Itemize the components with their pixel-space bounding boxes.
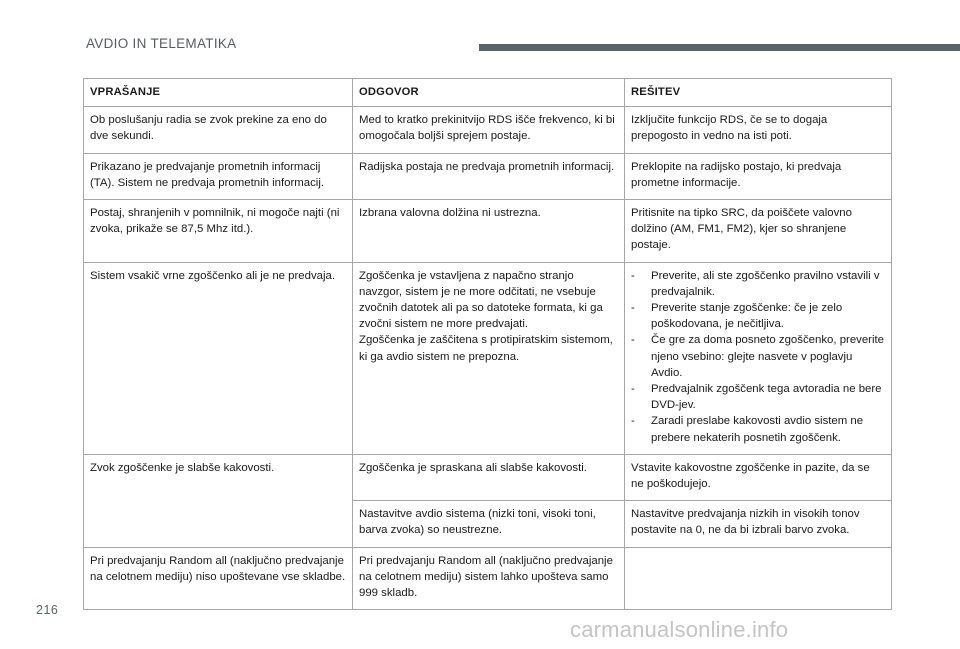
table-row [84, 153, 892, 199]
table-header-row [84, 79, 892, 107]
table-row [84, 262, 892, 454]
answer-cell: Izbrana valovna dolžina ni ustrezna. [353, 200, 625, 263]
table-row [84, 200, 892, 263]
troubleshooting-table [83, 78, 892, 610]
answer-cell: Med to kratko prekinitvijo RDS išče frekvenco, ki bi omogočala boljši sprejem postaje. [353, 107, 625, 153]
solution-cell [625, 262, 892, 454]
answer-cell: Zgoščenka je vstavljena z napačno stranjo navzgor, sistem je ne more odčitati, ne vsebuje zvočnih datotek ali pa so datoteke formata, ki ga zvočni sistem ne more predvajati. Zgoščenka je zaščitena s protipiratskim sistemom, ki ga avdio sistem ne prepozna. [353, 262, 625, 454]
solution-list-item: - Preverite stanje zgoščenke: če je zelo poškodovana, je nečitljiva. [631, 300, 885, 332]
question-cell: Postaj, shranjenih v pomnilnik, ni mogoče najti (ni zvoka, prikaže se 87,5 Mhz itd.). [84, 200, 353, 263]
solution-cell: Preklopite na radijsko postajo, ki predvaja prometne informacije. [625, 153, 892, 199]
question-cell: Sistem vsakič vrne zgoščenko ali je ne predvaja. [84, 262, 353, 454]
answer-cell: Nastavitve avdio sistema (nizki toni, visoki toni, barva zvoka) so neustrezne. [353, 501, 625, 547]
solution-cell: Nastavitve predvajanja nizkih in visokih tonov postavite na 0, ne da bi izbrali barvo zvoka. [625, 501, 892, 547]
watermark: carmanualsonline.info [570, 617, 789, 642]
column-header-answer: ODGOVOR [353, 79, 625, 107]
solution-cell: Pritisnite na tipko SRC, da poiščete valovno dolžino (AM, FM1, FM2), kjer so shranjene postaje. [625, 200, 892, 263]
answer-cell: Pri predvajanju Random all (naključno predvajanje na celotnem mediju) sistem lahko upošteva samo 999 skladb. [353, 547, 625, 610]
question-cell: Zvok zgoščenke je slabše kakovosti. [84, 454, 353, 547]
page-number: 216 [36, 603, 59, 617]
column-header-question: VPRAŠANJE [84, 79, 353, 107]
solution-list [631, 268, 885, 446]
solution-list-item: - Preverite, ali ste zgoščenko pravilno vstavili v predvajalnik. [631, 268, 885, 300]
header-bar [479, 44, 960, 51]
solution-list-item: - Če gre za doma posneto zgoščenko, preverite njeno vsebino: glejte nasvete v poglavju Avdio. [631, 332, 885, 381]
question-cell: Pri predvajanju Random all (naključno predvajanje na celotnem mediju) niso upoštevane vse skladbe. [84, 547, 353, 610]
table-row [84, 547, 892, 610]
question-cell: Ob poslušanju radia se zvok prekine za eno do dve sekundi. [84, 107, 353, 153]
table-row [84, 454, 892, 500]
solution-cell: Izključite funkcijo RDS, če se to dogaja prepogosto in vedno na isti poti. [625, 107, 892, 153]
answer-cell: Zgoščenka je spraskana ali slabše kakovosti. [353, 454, 625, 500]
solution-cell-empty [625, 547, 892, 610]
column-header-solution: REŠITEV [625, 79, 892, 107]
section-title: AVDIO IN TELEMATIKA [86, 36, 237, 51]
answer-cell: Radijska postaja ne predvaja prometnih informacij. [353, 153, 625, 199]
solution-cell: Vstavite kakovostne zgoščenke in pazite, da se ne poškodujejo. [625, 454, 892, 500]
solution-list-item: - Zaradi preslabe kakovosti avdio sistem ne prebere nekaterih posnetih zgoščenk. [631, 413, 885, 445]
solution-list-item: - Predvajalnik zgoščenk tega avtoradia ne bere DVD-jev. [631, 381, 885, 413]
question-cell: Prikazano je predvajanje prometnih informacij (TA). Sistem ne predvaja prometnih informacij. [84, 153, 353, 199]
table-row [84, 107, 892, 153]
